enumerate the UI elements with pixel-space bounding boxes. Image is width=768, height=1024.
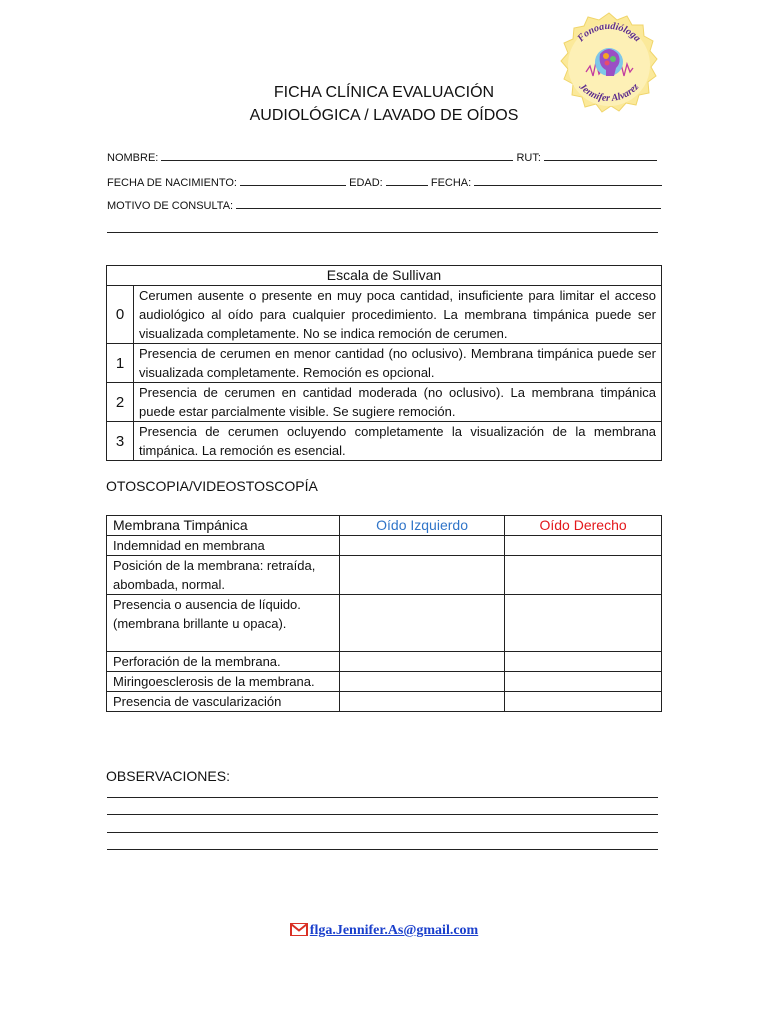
rut-field[interactable]: [544, 150, 657, 161]
svg-text:Fonoaudióloga: Fonoaudióloga: [575, 20, 643, 45]
edad-field[interactable]: [386, 175, 428, 186]
row-label: Presencia o ausencia de líquido. (membrana brillante u opaca).: [107, 595, 340, 652]
observaciones-line[interactable]: [107, 832, 658, 833]
form-title-line1: FICHA CLÍNICA EVALUACIÓN: [273, 84, 495, 101]
row-label: Perforación de la membrana.: [107, 652, 340, 672]
sullivan-row: [107, 383, 662, 422]
otoscopia-table: [106, 515, 662, 712]
sullivan-scale-table: [106, 265, 662, 461]
sullivan-row: [107, 422, 662, 461]
sullivan-description: Presencia de cerumen en menor cantidad (no oclusivo). Membrana timpánica puede ser visualizada completamente. Remoción es opcional.: [134, 344, 662, 383]
sullivan-header: Escala de Sullivan: [107, 266, 662, 286]
oido-izquierdo-cell[interactable]: [340, 692, 505, 712]
row-motivo: [107, 198, 661, 213]
nombre-label: NOMBRE:: [107, 152, 159, 164]
observaciones-line[interactable]: [107, 797, 658, 798]
oido-derecho-cell[interactable]: [505, 536, 662, 556]
motivo-field[interactable]: [236, 198, 661, 209]
observaciones-label: OBSERVACIONES:: [106, 768, 230, 784]
email-link[interactable]: flga.Jennifer.As@gmail.com: [309, 923, 479, 938]
observaciones-line[interactable]: [107, 849, 658, 850]
oido-derecho-cell[interactable]: [505, 556, 662, 595]
svg-text:Jennifer Alvarez: Jennifer Alvarez: [576, 81, 642, 105]
nombre-field[interactable]: [161, 150, 513, 161]
sullivan-row: [107, 286, 662, 344]
rut-label: RUT:: [516, 152, 541, 164]
sullivan-row: [107, 344, 662, 383]
table-row: [107, 556, 662, 595]
row-fecha-edad: [107, 175, 662, 190]
sullivan-level: 2: [107, 383, 134, 422]
sullivan-level: 1: [107, 344, 134, 383]
row-nombre-rut: [107, 150, 657, 165]
oido-derecho-cell[interactable]: [505, 595, 662, 652]
oido-izquierdo-cell[interactable]: [340, 536, 505, 556]
oido-derecho-cell[interactable]: [505, 652, 662, 672]
oido-izquierdo-cell[interactable]: [340, 652, 505, 672]
edad-label: EDAD:: [349, 177, 383, 189]
row-label: Miringoesclerosis de la membrana.: [107, 672, 340, 692]
table-row: [107, 672, 662, 692]
oido-derecho-cell[interactable]: [505, 672, 662, 692]
table-row: [107, 595, 662, 652]
col-header-oido-derecho: Oído Derecho: [505, 516, 662, 536]
table-row: [107, 652, 662, 672]
oido-derecho-cell[interactable]: [505, 692, 662, 712]
row-label: Posición de la membrana: retraída, abombada, normal.: [107, 556, 340, 595]
oido-izquierdo-cell[interactable]: [340, 595, 505, 652]
row-label: Indemnidad en membrana: [107, 536, 340, 556]
sullivan-level: 0: [107, 286, 134, 344]
fecha-field[interactable]: [474, 175, 662, 186]
oido-izquierdo-cell[interactable]: [340, 672, 505, 692]
motivo-extra-line[interactable]: [107, 232, 658, 233]
col-header-oido-izquierdo: Oído Izquierdo: [340, 516, 505, 536]
row-label: Presencia de vascularización: [107, 692, 340, 712]
sullivan-description: Cerumen ausente o presente en muy poca cantidad, insuficiente para limitar el acceso audiológico al oído para cualquier procedimiento. La membrana timpánica puede ser visualizada completamente. No se indica remoción de cerumen.: [134, 286, 662, 344]
oido-izquierdo-cell[interactable]: [340, 556, 505, 595]
sullivan-description: Presencia de cerumen en cantidad moderada (no oclusivo). La membrana timpánica puede estar parcialmente visible. Se sugiere remoción.: [134, 383, 662, 422]
fecha-nacimiento-field[interactable]: [240, 175, 346, 186]
table-row: [107, 536, 662, 556]
col-header-membrana: Membrana Timpánica: [107, 516, 340, 536]
sullivan-level: 3: [107, 422, 134, 461]
motivo-label: MOTIVO DE CONSULTA:: [107, 200, 234, 212]
footer-email: [0, 923, 768, 939]
otoscopia-title: OTOSCOPIA/VIDEOSTOSCOPÍA: [106, 478, 318, 494]
fecha-nacimiento-label: FECHA DE NACIMIENTO:: [107, 177, 237, 189]
form-title-line2: AUDIOLÓGICA / LAVADO DE OÍDOS: [249, 107, 519, 124]
fecha-label: FECHA:: [430, 177, 472, 189]
observaciones-line[interactable]: [107, 814, 658, 815]
table-row: [107, 692, 662, 712]
sullivan-description: Presencia de cerumen ocluyendo completamente la visualización de la membrana timpánica. La remoción es esencial.: [134, 422, 662, 461]
gmail-icon: [290, 923, 308, 936]
